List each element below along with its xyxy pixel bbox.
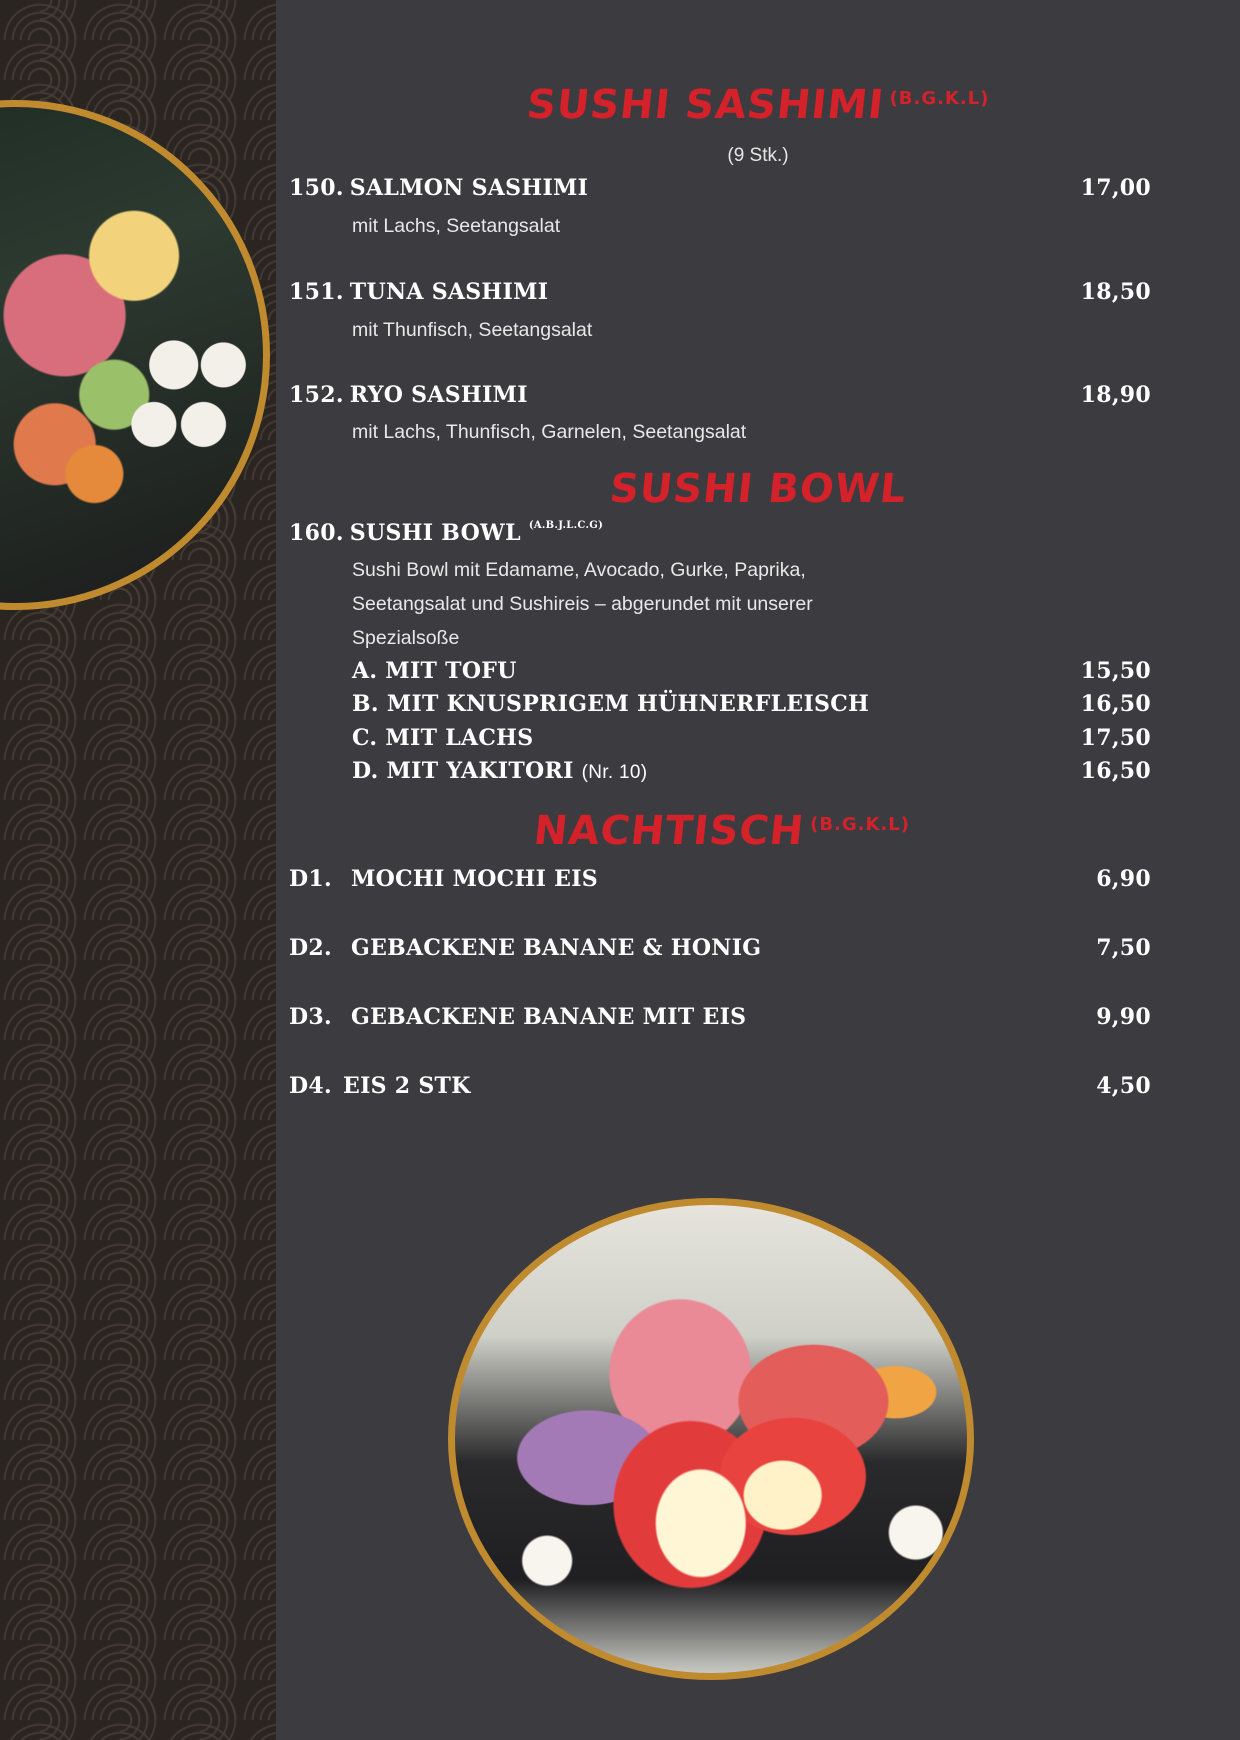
- menu-item-160: 160. SUSHI BOWL $^{(A.B.J.L.C.G)}$: [289, 520, 604, 546]
- dessert-item-d3: D3. GEBACKENE BANANE MIT EIS 9,90: [289, 1004, 1151, 1030]
- bowl-option-a: A. MIT TOFU 15,50: [352, 658, 1151, 684]
- item-description: mit Lachs, Thunfisch, Garnelen, Seetangsalat: [352, 421, 747, 443]
- menu-item-152: 152. RYO SASHIMI 18,90: [289, 382, 1151, 408]
- bowl-option-b: B. MIT KNUSPRIGEM HÜHNERFLEISCH 16,50: [352, 691, 1151, 717]
- dessert-item-d1: D1. MOCHI MOCHI EIS 6,90: [289, 866, 1151, 892]
- sashimi-portion-note: (9 Stk.): [727, 145, 789, 166]
- item-description: mit Lachs, Seetangsalat: [352, 215, 561, 237]
- mochi-dessert-photo: [448, 1198, 974, 1680]
- section-title-bowl: SUSHI BOWL: [607, 466, 909, 512]
- item-description: mit Thunfisch, Seetangsalat: [352, 319, 593, 341]
- dessert-allergens: (B.G.K.L): [810, 814, 910, 835]
- section-title-sashimi: SUSHI SASHIMI $^{(B.G.K.L)}$: [524, 82, 990, 128]
- menu-item-151: 151. TUNA SASHIMI 18,50: [289, 279, 1151, 305]
- bowl-description: Sushi Bowl mit Edamame, Avocado, Gurke, Paprika, Seetangsalat und Sushireis – abgerundet mit unserer Spezialsoße: [352, 559, 813, 649]
- bowl-allergens: (A.B.J.L.C.G): [528, 520, 604, 531]
- dessert-item-d2: D2. GEBACKENE BANANE & HONIG 7,50: [289, 935, 1151, 961]
- item-price: 17,00: [1080, 175, 1151, 201]
- bowl-option-d: D. MIT YAKITORI (Nr. 10) 16,50: [352, 758, 1151, 784]
- item-price: 18,90: [1080, 382, 1151, 408]
- section-title-dessert: NACHTISCH $^{(B.G.K.L)}$: [531, 808, 910, 854]
- sashimi-allergens: (B.G.K.L): [889, 88, 990, 109]
- dessert-item-d4: D4. EIS 2 STK 4,50: [289, 1073, 1151, 1099]
- bowl-option-c: C. MIT LACHS 17,50: [352, 725, 1151, 751]
- item-price: 18,50: [1080, 279, 1151, 305]
- menu-item-150: 150. SALMON SASHIMI 17,00: [289, 175, 1151, 201]
